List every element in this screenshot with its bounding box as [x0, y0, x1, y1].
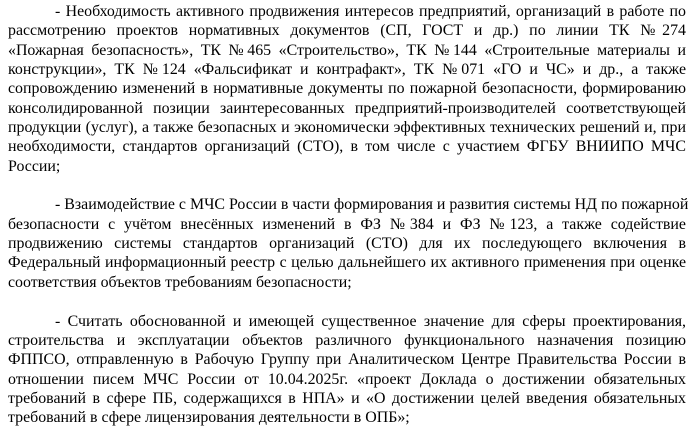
paragraph-position	[8, 312, 686, 428]
text-line: - Считать обоснованной и имеющей существенное значение для сферы проектирования,	[55, 312, 686, 330]
text-line: России;	[8, 157, 61, 175]
paragraph-interaction	[8, 195, 689, 292]
paragraph-spacer	[8, 176, 686, 195]
text-line: Федеральный информационный реестр с целью дальнейшего их активного применения при оценке	[8, 254, 686, 272]
paragraph-spacer	[8, 292, 686, 311]
text-line: строительства и эксплуатации объектов различного функционального назначения позицию	[8, 331, 686, 349]
text-line: - Необходимость активного продвижения интересов предприятий, организаций в работе по	[55, 3, 686, 20]
text-line: требований в сфере лицензирования деятельности в ОПБ»;	[8, 409, 410, 427]
text-line: ФППСО, отправленную в Рабочую Группу при Аналитическом Центре Правительства России в	[8, 351, 686, 369]
text-line: безопасности с учётом внесённых изменений в ФЗ №384 и ФЗ №123, а также содействие	[8, 215, 686, 233]
text-line: соответствия объектов требованиям безопасности;	[8, 273, 352, 291]
text-line: необходимости, стандартов организаций (СТО), в том числе с участием ФГБУ ВНИИПО МЧС	[8, 138, 686, 156]
text-line: конструкции», ТК №124 «Фальсификат и контрафакт», ТК №071 «ГО и ЧС» и др., а также	[8, 61, 686, 79]
text-line: требований в сфере ПБ, содержащихся в НПА» и «О достижении целей введения обязательных	[8, 389, 686, 407]
text-line: консолидированной позиции заинтересованных предприятий-производителей соответствующей	[8, 99, 686, 117]
text-line: - Взаимодействие с МЧС России в части формирования и развития системы НД по пожарной	[55, 196, 689, 214]
text-line: продукции (услуг), а также безопасных и экономически эффективных технических решений и, при	[8, 119, 686, 137]
text-line: продвижению системы стандартов организаций (СТО) для их последующего включения в	[8, 235, 686, 253]
text-line: сопровождению изменений в нормативные документы по пожарной безопасности, формированию	[8, 80, 686, 98]
text-line: отношении писем МЧС России от 10.04.2025г. «проект Доклада о достижении обязательных	[8, 370, 686, 388]
text-line: «Пожарная безопасность», ТК №465 «Строительство», ТК №144 «Строительные материалы и	[8, 41, 686, 59]
text-line: рассмотрению проектов нормативных документов (СП, ГОСТ и др.) по линии ТК №274	[8, 22, 686, 40]
paragraph-necessity	[8, 2, 686, 176]
